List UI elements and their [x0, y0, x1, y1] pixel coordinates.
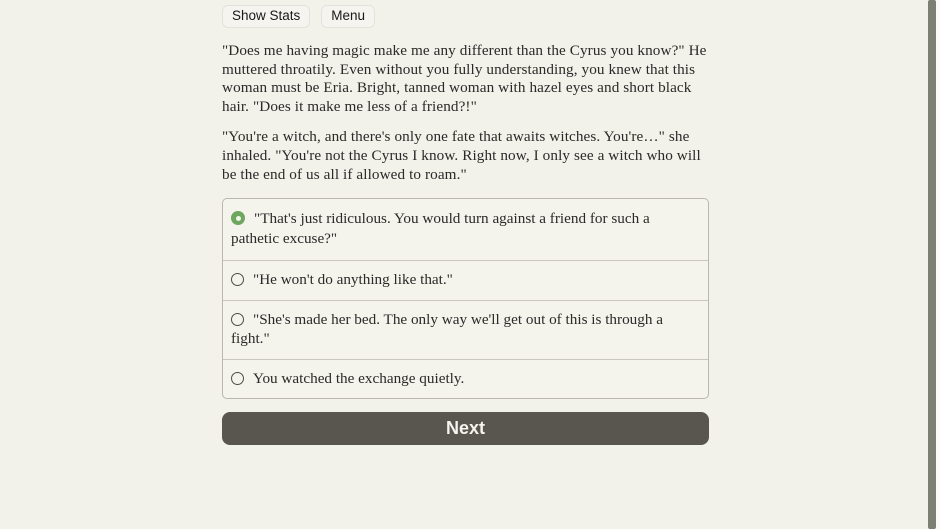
scrollbar-thumb[interactable]	[928, 0, 936, 529]
menu-button[interactable]: Menu	[321, 5, 375, 28]
choice-option-2[interactable]	[223, 261, 708, 301]
choice-option-3[interactable]	[223, 301, 708, 360]
choice-option-4-label: You watched the exchange quietly.	[253, 369, 465, 387]
story-content-column	[222, 5, 709, 445]
story-paragraph-2: "You're a witch, and there's only one fate that awaits witches. You're…" she inhaled. "You're not the Cyrus I know. Right now, I only see a witch who will be the end of us all if allowed to roam."	[222, 128, 701, 183]
choice-option-1-label: "That's just ridiculous. You would turn against a friend for such a pathetic excuse?"	[231, 210, 650, 247]
choice-option-4[interactable]	[223, 360, 708, 399]
choice-option-1[interactable]	[223, 199, 708, 261]
scrollbar-track[interactable]	[928, 0, 940, 529]
choice-option-3-label: "She's made her bed. The only way we'll get out of this is through a fight."	[231, 310, 663, 348]
radio-unselected-icon[interactable]	[231, 273, 244, 286]
radio-selected-icon[interactable]	[231, 211, 245, 225]
game-toolbar	[222, 5, 709, 28]
radio-unselected-icon[interactable]	[231, 313, 244, 326]
choice-group	[222, 198, 709, 399]
story-paragraph-1: "Does me having magic make me any different than the Cyrus you know?" He muttered throatily. Even without you fully understanding, you knew that this woman must be Eria. Bright, tanned woman with hazel eyes and short black hair. "Does it make me less of a friend?!"	[222, 42, 707, 115]
radio-unselected-icon[interactable]	[231, 372, 244, 385]
choice-option-2-label: "He won't do anything like that."	[253, 271, 453, 289]
show-stats-button[interactable]: Show Stats	[222, 5, 310, 28]
next-button[interactable]: Next	[222, 412, 709, 445]
